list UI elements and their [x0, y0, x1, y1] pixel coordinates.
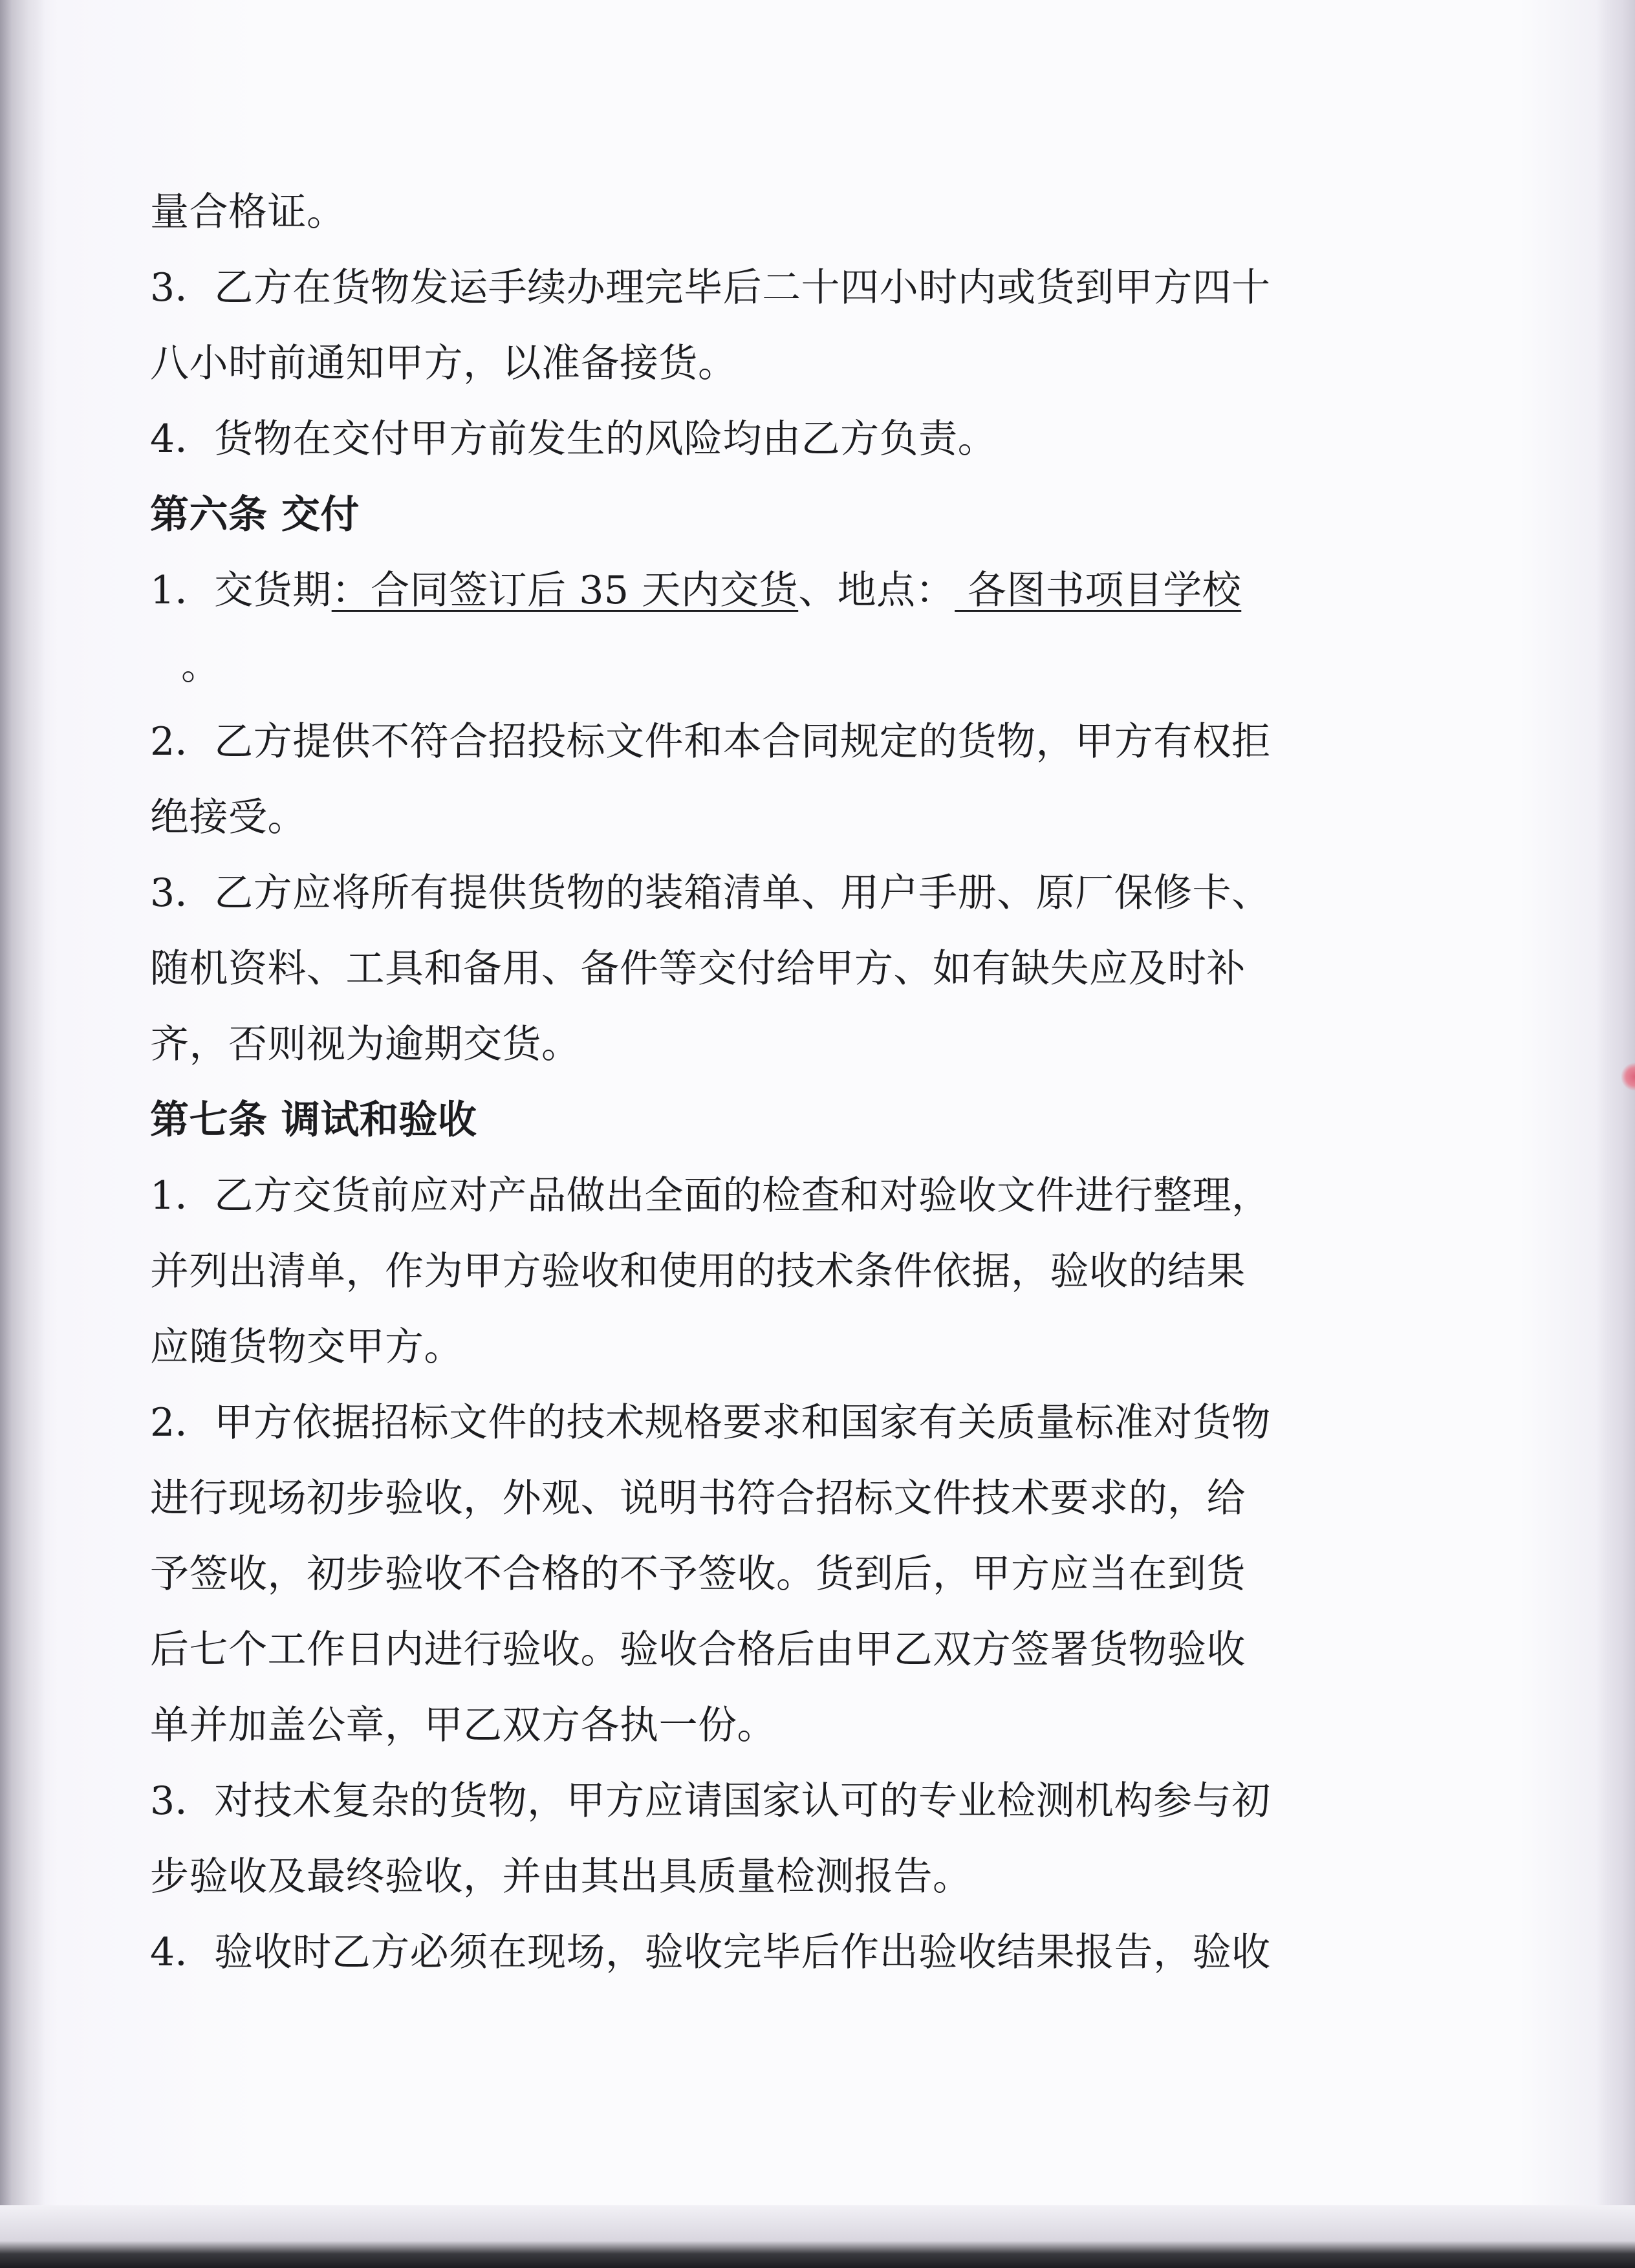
section-heading: 第六条 交付 — [150, 492, 360, 537]
text-line: 应随货物交甲方。 — [150, 1324, 463, 1370]
text-line: 3．乙方在货物发运手续办理完毕后二十四小时内或货到甲方四十 — [150, 265, 1271, 310]
clause-prefix: 1．交货期 — [150, 568, 332, 613]
text-line — [150, 640, 221, 692]
delivery-place: 各图书项目学校 — [955, 568, 1242, 613]
text-line: 步验收及最终验收，并由其出具质量检测报告。 — [150, 1854, 972, 1899]
delivery-clause-line — [150, 565, 1241, 616]
seal-edge-mark — [1621, 1028, 1635, 1125]
text-line: 并列出清单，作为甲方验收和使用的技术条件依据，验收的结果 — [150, 1249, 1246, 1294]
delivery-period: ：合同签订后 35 天内交货 — [331, 568, 799, 613]
text-line: 3．对技术复杂的货物，甲方应请国家认可的专业检测机构参与初 — [150, 1778, 1271, 1824]
text-line: 八小时前通知甲方，以准备接货。 — [150, 341, 737, 386]
text-line: 绝接受。 — [150, 795, 307, 840]
clause-mid: 、地点： — [798, 568, 955, 613]
text-line: 随机资料、工具和备用、备件等交付给甲方、如有缺失应及时补 — [150, 946, 1246, 991]
section-heading: 第七条 调试和验收 — [150, 1097, 477, 1143]
binding-shadow — [0, 0, 45, 2268]
text-line: 进行现场初步验收，外观、说明书符合招标文件技术要求的，给 — [150, 1476, 1246, 1521]
text-line: 单并加盖公章，甲乙双方各执一份。 — [150, 1703, 776, 1748]
text-line: 量合格证。 — [150, 189, 346, 235]
text-line: 4．验收时乙方必须在现场，验收完毕后作出验收结果报告，验收 — [150, 1930, 1271, 1975]
text-line: 齐，否则视为逾期交货。 — [150, 1022, 581, 1067]
text-line: 2．甲方依据招标文件的技术规格要求和国家有关质量标准对货物 — [150, 1400, 1271, 1445]
text-line: 予签收，初步验收不合格的不予签收。货到后，甲方应当在到货 — [150, 1551, 1246, 1597]
text-line: 3．乙方应将所有提供货物的装箱清单、用户手册、原厂保修卡、 — [150, 870, 1271, 916]
text-line: 1．乙方交货前应对产品做出全面的检查和对验收文件进行整理， — [150, 1173, 1271, 1218]
scan-bottom-edge — [0, 2205, 1635, 2268]
text-line: 2．乙方提供不符合招投标文件和本合同规定的货物，甲方有权拒 — [150, 719, 1271, 764]
page-right-edge — [1596, 0, 1635, 2268]
line-end-punctuation: 。 — [181, 643, 221, 689]
text-line: 4．货物在交付甲方前发生的风险均由乙方负责。 — [150, 416, 997, 462]
text-line: 后七个工作日内进行验收。验收合格后由甲乙双方签署货物验收 — [150, 1627, 1246, 1672]
